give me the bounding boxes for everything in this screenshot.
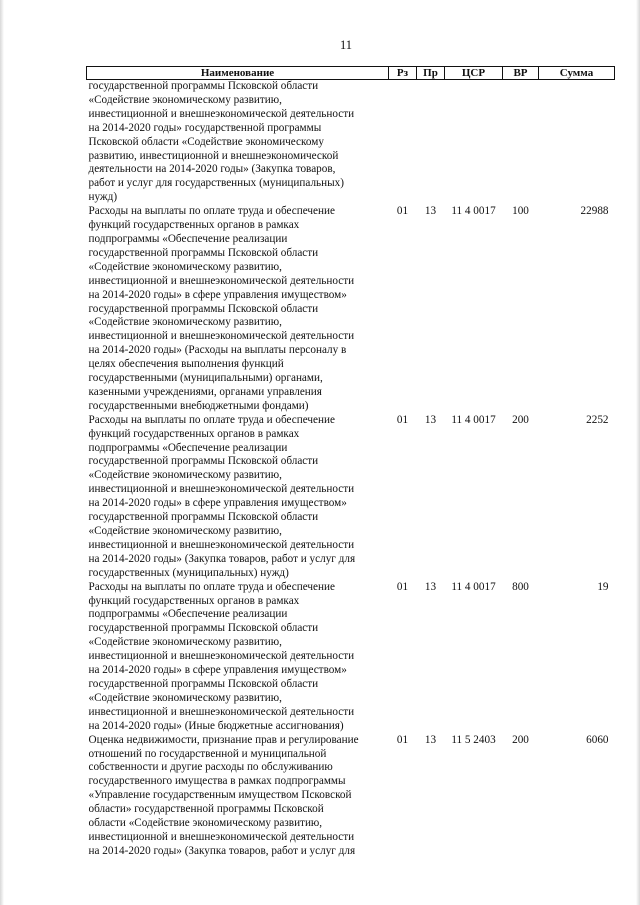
row-vr: 200 — [512, 733, 529, 746]
row-name: государственной программы Псковской области «Содействие экономическому развитию, инвестиционной и внешнеэкономической деятельности на 2014-2020 годы» государственной программы Псковской области «Содействие экономическому развитию, инвестиционной и внешнеэкономической деятельности на 2014-2020 годы» (Закупка товаров, работ и услуг для государственных (муниципальных) нужд) — [88, 80, 355, 204]
table-row — [87, 205, 615, 414]
header-csr: ЦСР — [445, 67, 503, 80]
budget-table — [86, 66, 615, 859]
row-sum: 6060 — [586, 733, 609, 746]
row-pr: 13 — [424, 580, 437, 593]
header-sum: Сумма — [539, 67, 615, 80]
row-csr: 11 4 0017 — [451, 413, 496, 426]
row-rz — [389, 80, 417, 206]
row-rz: 01 — [396, 205, 409, 218]
row-rz: 01 — [396, 580, 409, 593]
row-rz: 01 — [396, 413, 409, 426]
header-rz: Рз — [389, 67, 417, 80]
row-rz: 01 — [396, 733, 409, 746]
row-vr — [503, 80, 539, 206]
header-name: Наименование — [87, 67, 389, 80]
row-name: Расходы на выплаты по оплате труда и обеспечение функций государственных органов в рамках подпрограммы «Обеспечение реализации государственной программы Псковской области «Содействие экономическому развитию, инвестиционной и внешнеэкономической деятельности на 2014-2020 годы» в сфере управления имуществом» государственной программы Псковской области «Содействие экономическому развитию, инвестиционной и внешнеэкономической деятельности на 2014-2020 годы» (Расходы на выплаты персоналу в целях обеспечения выполнения функций государственными (муниципальными) органами, казенными учреждениями, органами управления государственными внебюджетными фондами) — [88, 205, 355, 412]
row-pr: 13 — [424, 733, 437, 746]
row-sum: 22988 — [580, 205, 609, 218]
row-pr — [417, 80, 445, 206]
row-csr — [445, 80, 503, 206]
row-vr: 100 — [512, 205, 529, 218]
row-csr: 11 4 0017 — [451, 580, 496, 593]
row-csr: 11 5 2403 — [451, 733, 496, 746]
row-sum — [539, 80, 615, 206]
table-row — [87, 734, 615, 859]
table-row — [87, 414, 615, 581]
row-name: Расходы на выплаты по оплате труда и обеспечение функций государственных органов в рамках подпрограммы «Обеспечение реализации государственной программы Псковской области «Содействие экономическому развитию, инвестиционной и внешнеэкономической деятельности на 2014-2020 годы» в сфере управления имуществом» государственной программы Псковской области «Содействие экономическому развитию, инвестиционной и внешнеэкономической деятельности на 2014-2020 годы» (Иные бюджетные ассигнования) — [88, 580, 355, 732]
table-header-row — [87, 67, 615, 80]
row-sum: 19 — [597, 580, 609, 593]
row-pr: 13 — [424, 205, 437, 218]
scan-edge-right — [636, 0, 640, 905]
row-name: Оценка недвижимости, признание прав и регулирование отношений по государственной и муниципальной собственности и другие расходы по обслуживанию государственного имущества в рамках подпрограммы «Управление государственным имуществом Псковской области» государственной программы Псковской области «Содействие экономическому развитию, инвестиционной и внешнеэкономической деятельности на 2014-2020 годы» (Закупка товаров, работ и услуг для — [88, 733, 359, 857]
row-sum: 2252 — [586, 413, 609, 426]
header-vr: ВР — [503, 67, 539, 80]
row-vr: 800 — [512, 580, 529, 593]
table-row — [87, 581, 615, 734]
scan-edge-left — [0, 0, 4, 905]
table-row — [87, 80, 615, 206]
row-name: Расходы на выплаты по оплате труда и обеспечение функций государственных органов в рамках подпрограммы «Обеспечение реализации государственной программы Псковской области «Содействие экономическому развитию, инвестиционной и внешнеэкономической деятельности на 2014-2020 годы» в сфере управления имуществом» государственной программы Псковской области «Содействие экономическому развитию, инвестиционной и внешнеэкономической деятельности на 2014-2020 годы» (Закупка товаров, работ и услуг для государственных (муниципальных) нужд) — [88, 413, 356, 579]
row-csr: 11 4 0017 — [451, 205, 496, 218]
row-vr: 200 — [512, 413, 529, 426]
page-number: 11 — [339, 38, 353, 52]
row-pr: 13 — [424, 413, 437, 426]
header-pr: Пр — [417, 67, 445, 80]
